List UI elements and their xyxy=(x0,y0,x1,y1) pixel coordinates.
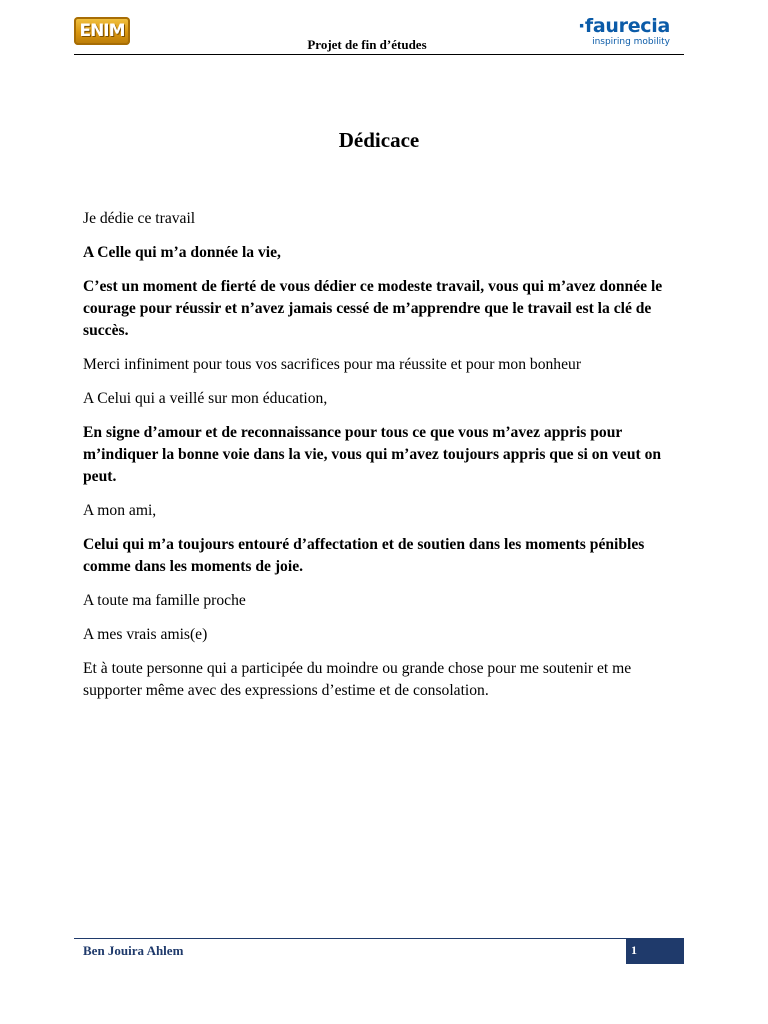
paragraph-father-text: En signe d’amour et de reconnaissance pour tous ce que vous m’avez appris pour m’indiquer la bonne voie dans la vie, vous qui m’avez toujours appris que si on veut on peut. xyxy=(83,424,662,485)
footer-author: Ben Jouira Ahlem xyxy=(83,943,184,958)
paragraph-thanks: Merci infiniment pour tous vos sacrifices pour ma réussite et pour mon bonheur xyxy=(83,356,582,373)
page-title: Dédicace xyxy=(338,128,420,152)
faurecia-logo-brand: ·faurecia xyxy=(578,15,670,37)
paragraph-friends: A mes vrais amis(e) xyxy=(83,626,208,643)
enim-logo-text: ENIM xyxy=(79,21,125,41)
header-divider xyxy=(74,54,684,55)
footer-divider xyxy=(74,938,626,939)
paragraph-closing: Et à toute personne qui a participée du moindre ou grande chose pour me soutenir et me supporter même avec des expressions d’estime et de consolation. xyxy=(83,660,632,699)
document-body xyxy=(83,208,691,714)
faurecia-logo-tagline: inspiring mobility xyxy=(592,37,670,47)
paragraph-mother-heading: A Celle qui m’a donnée la vie, xyxy=(83,244,281,261)
paragraph-intro: Je dédie ce travail xyxy=(83,210,196,227)
header-title: Projet de fin d’études xyxy=(307,37,427,52)
paragraph-family: A toute ma famille proche xyxy=(83,592,246,609)
paragraph-friend-text: Celui qui m’a toujours entouré d’affectation et de soutien dans les moments pénibles comme dans les moments de joie. xyxy=(83,536,645,575)
page-number-box xyxy=(626,938,684,964)
paragraph-mother-text: C’est un moment de fierté de vous dédier ce modeste travail, vous qui m’avez donnée le courage pour réussir et n’avez jamais cessé de m’apprendre que le travail est la clé de succès. xyxy=(83,278,663,339)
paragraph-father-heading: A Celui qui a veillé sur mon éducation, xyxy=(83,390,328,407)
page-number: 1 xyxy=(631,943,637,957)
paragraph-friend-heading: A mon ami, xyxy=(83,502,157,519)
